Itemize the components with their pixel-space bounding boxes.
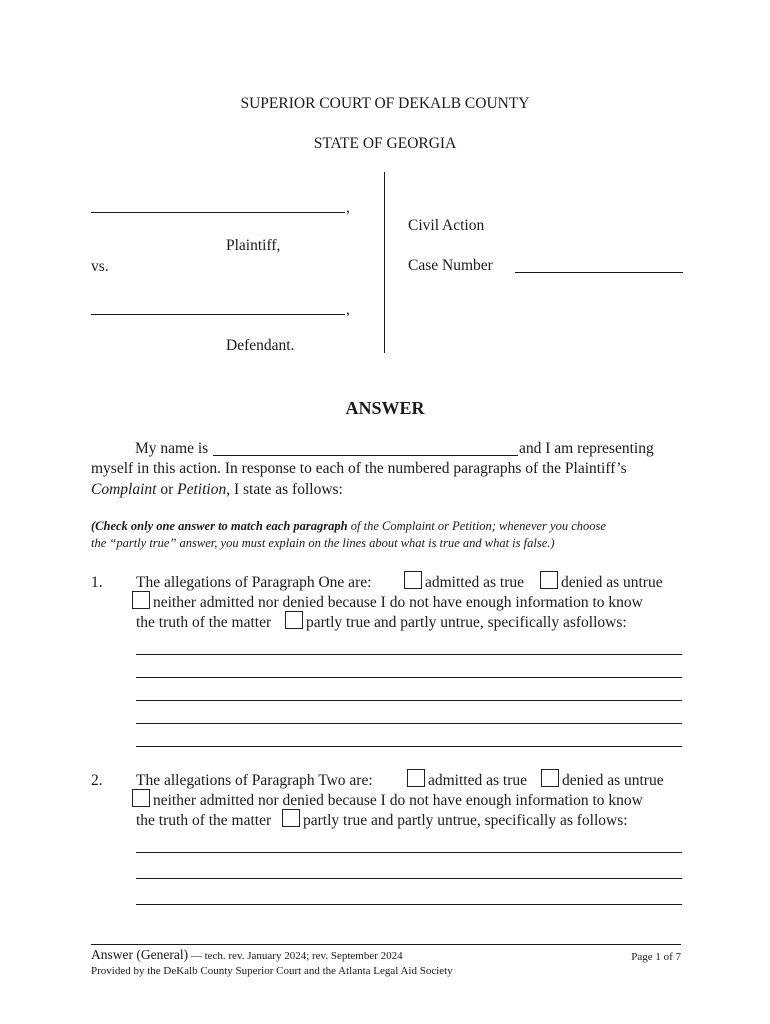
paragraph-2-explain-line[interactable] — [136, 878, 682, 879]
footer-revision: — tech. rev. January 2024; rev. September 2024 — [188, 950, 403, 962]
paragraph-1-truth-text: the truth of the matter — [136, 614, 272, 631]
paragraph-1-explain-line[interactable] — [136, 677, 682, 678]
name-line[interactable] — [213, 455, 518, 456]
my-name-is-text: My name is — [135, 440, 209, 457]
plaintiff-name-line[interactable] — [91, 212, 345, 213]
paragraph-2-denied-label: denied as untrue — [562, 772, 664, 789]
civil-action-label: Civil Action — [408, 217, 485, 234]
defendant-name-line[interactable] — [91, 314, 345, 315]
paragraph-2-explain-line[interactable] — [136, 852, 682, 853]
complaint-text: Complaint — [91, 481, 157, 498]
paragraph-2-partly-label: partly true and partly untrue, specifically as follows: — [303, 812, 628, 829]
state-follows-text: , I state as follows: — [226, 481, 343, 498]
petition-text: Petition — [177, 481, 227, 498]
paragraph-2-neither-label: neither admitted nor denied because I do not have enough information to know — [153, 792, 643, 809]
paragraph-1-admitted-label: admitted as true — [425, 574, 524, 591]
document-title: ANSWER — [345, 398, 425, 418]
instructions-line-1 — [91, 518, 691, 535]
caption-divider — [384, 172, 385, 353]
paragraph-2-explain-line[interactable] — [136, 904, 682, 905]
paragraph-1-admitted-checkbox[interactable] — [404, 571, 422, 589]
paragraph-2-lead: The allegations of Paragraph Two are: — [136, 772, 373, 789]
vs-label: vs. — [91, 258, 109, 275]
footer-provided-by: Provided by the DeKalb County Superior Court and the Atlanta Legal Aid Society — [91, 965, 453, 977]
paragraph-1-partly-label: partly true and partly untrue, specifically asfollows: — [306, 614, 627, 631]
state-name: STATE OF GEORGIA — [313, 135, 457, 152]
footer-page-number: Page 1 of 7 — [631, 951, 681, 963]
paragraph-1-explain-line[interactable] — [136, 746, 682, 747]
case-number-label: Case Number — [408, 257, 493, 274]
instructions-bold: (Check only one answer to match each paragraph — [91, 519, 348, 533]
instructions-line-2: the “partly true” answer, you must explain on the lines about what is true and what is false.) — [91, 536, 555, 550]
case-number-line[interactable] — [515, 272, 683, 273]
paragraph-2-number: 2. — [91, 772, 103, 789]
court-name: SUPERIOR COURT OF DEKALB COUNTY — [240, 95, 530, 112]
footer-form-info — [91, 946, 403, 964]
paragraph-1-denied-label: denied as untrue — [561, 574, 663, 591]
paragraph-2-admitted-label: admitted as true — [428, 772, 527, 789]
plaintiff-comma: , — [346, 199, 350, 216]
paragraph-1-explain-line[interactable] — [136, 654, 682, 655]
paragraph-1-neither-checkbox[interactable] — [132, 591, 150, 609]
paragraph-1-explain-line[interactable] — [136, 700, 682, 701]
paragraph-2-admitted-checkbox[interactable] — [407, 769, 425, 787]
paragraph-1-lead: The allegations of Paragraph One are: — [136, 574, 372, 591]
paragraph-1-number: 1. — [91, 574, 103, 591]
intro-line-2: myself in this action. In response to each of the numbered paragraphs of the Plaintiff’s — [91, 460, 627, 477]
paragraph-2-truth-text: the truth of the matter — [136, 812, 272, 829]
defendant-comma: , — [346, 301, 350, 318]
paragraph-1-partly-checkbox[interactable] — [285, 611, 303, 629]
instructions-rest: of the Complaint or Petition; whenever you choose — [347, 519, 606, 533]
footer-rule — [91, 944, 681, 945]
paragraph-2-denied-checkbox[interactable] — [541, 769, 559, 787]
intro-line-3 — [91, 480, 691, 500]
paragraph-2-partly-checkbox[interactable] — [282, 809, 300, 827]
footer-form-name: Answer (General) — [91, 947, 189, 962]
paragraph-1-denied-checkbox[interactable] — [540, 571, 558, 589]
paragraph-2-neither-checkbox[interactable] — [132, 789, 150, 807]
or-text: or — [156, 481, 178, 498]
paragraph-1-explain-line[interactable] — [136, 723, 682, 724]
representing-text: and I am representing — [519, 440, 654, 457]
paragraph-1-neither-label: neither admitted nor denied because I do not have enough information to know — [153, 594, 643, 611]
plaintiff-label: Plaintiff, — [226, 237, 281, 254]
defendant-label: Defendant. — [226, 337, 295, 354]
